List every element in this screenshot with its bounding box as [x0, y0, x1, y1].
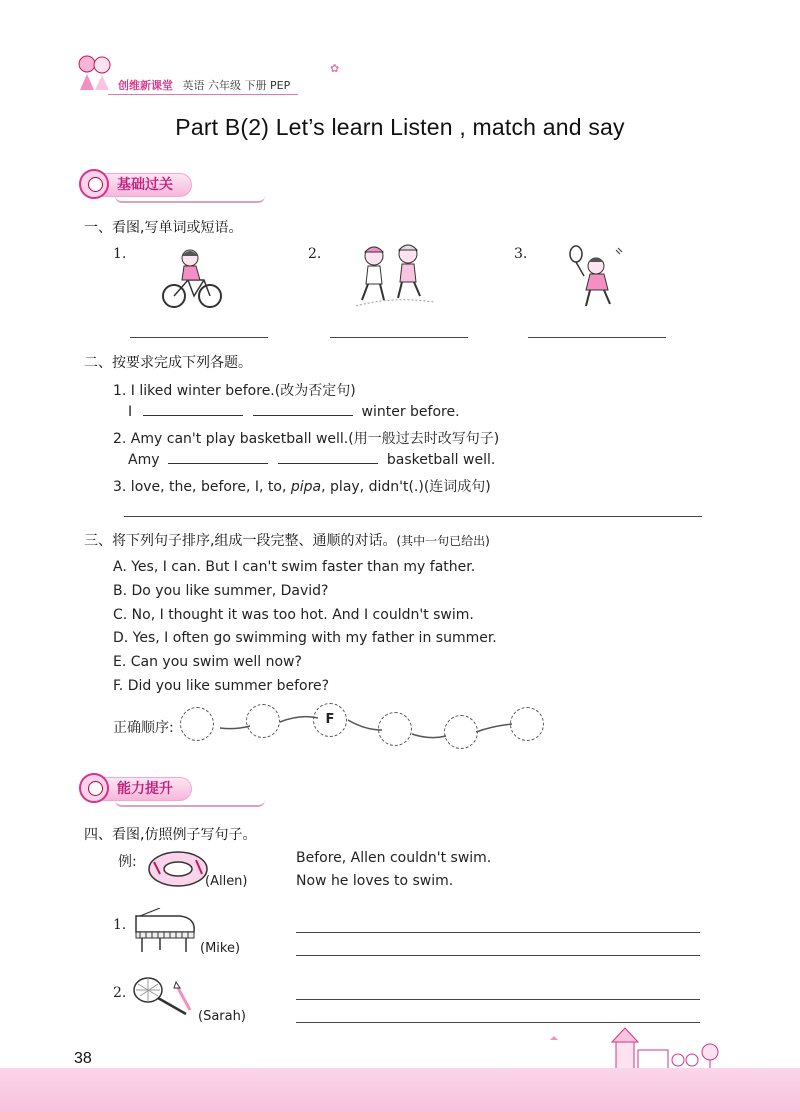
- page-number: 38: [74, 1050, 92, 1067]
- piano-picture-icon: [130, 908, 200, 954]
- q3-order-circle-6[interactable]: [510, 707, 544, 741]
- q3-option-a: A. Yes, I can. But I can't swim faster than my father.: [113, 559, 476, 575]
- q3-order-circle-2[interactable]: [246, 704, 280, 738]
- q3-heading-row: [84, 530, 490, 550]
- q4-heading: 四、看图,仿照例子写句子。: [84, 827, 257, 843]
- q1-heading: 一、看图,写单词或短语。: [84, 220, 243, 236]
- q1-answer-line-2[interactable]: [330, 337, 468, 338]
- q4-example-name: (Allen): [205, 874, 248, 889]
- q3-option-e: E. Can you swim well now?: [113, 654, 302, 670]
- q4-item-1-num: 1.: [113, 917, 127, 933]
- section-tag-basic-label: 基础过关: [117, 177, 173, 193]
- girl-face-icon: [79, 773, 109, 803]
- q2-item-2-answer: [128, 452, 495, 468]
- q2-item-1-answer: [128, 404, 460, 420]
- page-title: Part B(2) Let’s learn Listen , match and say: [175, 114, 625, 140]
- q2-item-3-part-a: 3. love, the, before, I, to,: [113, 479, 291, 495]
- q2-item-1-blank-2[interactable]: [253, 415, 353, 416]
- q2-item-1: 1. I liked winter before.(改为否定句): [113, 383, 356, 399]
- bicycle-picture-icon: [160, 246, 224, 312]
- q2-item-3: [113, 476, 491, 496]
- q4-item-1-line-1[interactable]: [296, 932, 700, 933]
- q2-item-3-part-b: , play, didn't(.)(连词成句): [321, 479, 491, 495]
- star-decoration-icon: ✿: [330, 62, 340, 75]
- q3-option-b: B. Do you like summer, David?: [113, 583, 329, 599]
- q4-item-1-line-2[interactable]: [296, 955, 700, 956]
- header-text: [118, 77, 290, 93]
- q3-note: (其中一句已给出): [396, 534, 490, 548]
- q4-item-2-line-1[interactable]: [296, 999, 700, 1000]
- section-tag-basic: [82, 172, 192, 198]
- badminton-picture-icon: [560, 244, 630, 314]
- q3-option-f: F. Did you like summer before?: [113, 678, 330, 694]
- q4-example-line-1: Before, Allen couldn't swim.: [296, 850, 492, 866]
- swim-ring-picture-icon: [146, 848, 210, 890]
- q2-item-1-post: winter before.: [361, 404, 460, 420]
- q2-item-1-blank-1[interactable]: [143, 415, 243, 416]
- header-logo: [74, 52, 116, 94]
- girl-face-icon: [79, 169, 109, 199]
- q2-item-2: 2. Amy can't play basketball well.(用一般过去时改写句子): [113, 431, 500, 447]
- section-tag-ability-label: 能力提升: [117, 781, 173, 797]
- q4-item-2-name: (Sarah): [198, 1009, 246, 1024]
- q2-item-3-answer-line[interactable]: [124, 516, 702, 517]
- q2-item-3-italic: pipa: [290, 479, 322, 495]
- q2-heading: 二、按要求完成下列各题。: [84, 355, 252, 371]
- q3-order-circle-5[interactable]: [444, 715, 478, 749]
- q3-order-circle-4[interactable]: [378, 712, 412, 746]
- q4-item-1-name: (Mike): [200, 941, 241, 956]
- q2-item-2-blank-2[interactable]: [278, 463, 378, 464]
- header-underline: [108, 94, 298, 95]
- q1-num-2: 2.: [308, 246, 322, 262]
- skating-picture-icon: [352, 240, 436, 310]
- q4-item-2-num: 2.: [113, 985, 127, 1001]
- q3-order-circle-3: F: [313, 703, 347, 737]
- q2-item-2-blank-1[interactable]: [168, 463, 268, 464]
- q1-answer-line-3[interactable]: [528, 337, 666, 338]
- q3-heading: 三、将下列句子排序,组成一段完整、通顺的对话。: [84, 533, 397, 549]
- section-tag-ability: [82, 776, 192, 802]
- q2-item-2-pre: Amy: [128, 452, 160, 468]
- q4-example-line-2: Now he loves to swim.: [296, 873, 454, 889]
- castle-decoration-icon: [546, 1022, 726, 1072]
- q3-option-c: C. No, I thought it was too hot. And I couldn't swim.: [113, 607, 474, 623]
- q1-num-1: 1.: [113, 246, 127, 262]
- q3-order-circle-1[interactable]: [180, 707, 214, 741]
- q3-option-d: D. Yes, I often go swimming with my father in summer.: [113, 630, 497, 646]
- q1-num-3: 3.: [514, 246, 528, 262]
- q2-item-2-post: basketball well.: [386, 452, 496, 468]
- q1-answer-line-1[interactable]: [130, 337, 268, 338]
- q3-order-connector: [190, 700, 550, 750]
- q2-item-1-pre: I: [128, 404, 133, 420]
- footer-band: [0, 1068, 800, 1112]
- badminton-racket-picture-icon: [130, 974, 196, 1018]
- q3-order-label: 正确顺序:: [113, 720, 174, 736]
- header-brand: 创维新课堂: [118, 79, 173, 92]
- q4-example-label: 例:: [118, 854, 137, 870]
- header-info: 英语 六年级 下册 PEP: [182, 79, 291, 92]
